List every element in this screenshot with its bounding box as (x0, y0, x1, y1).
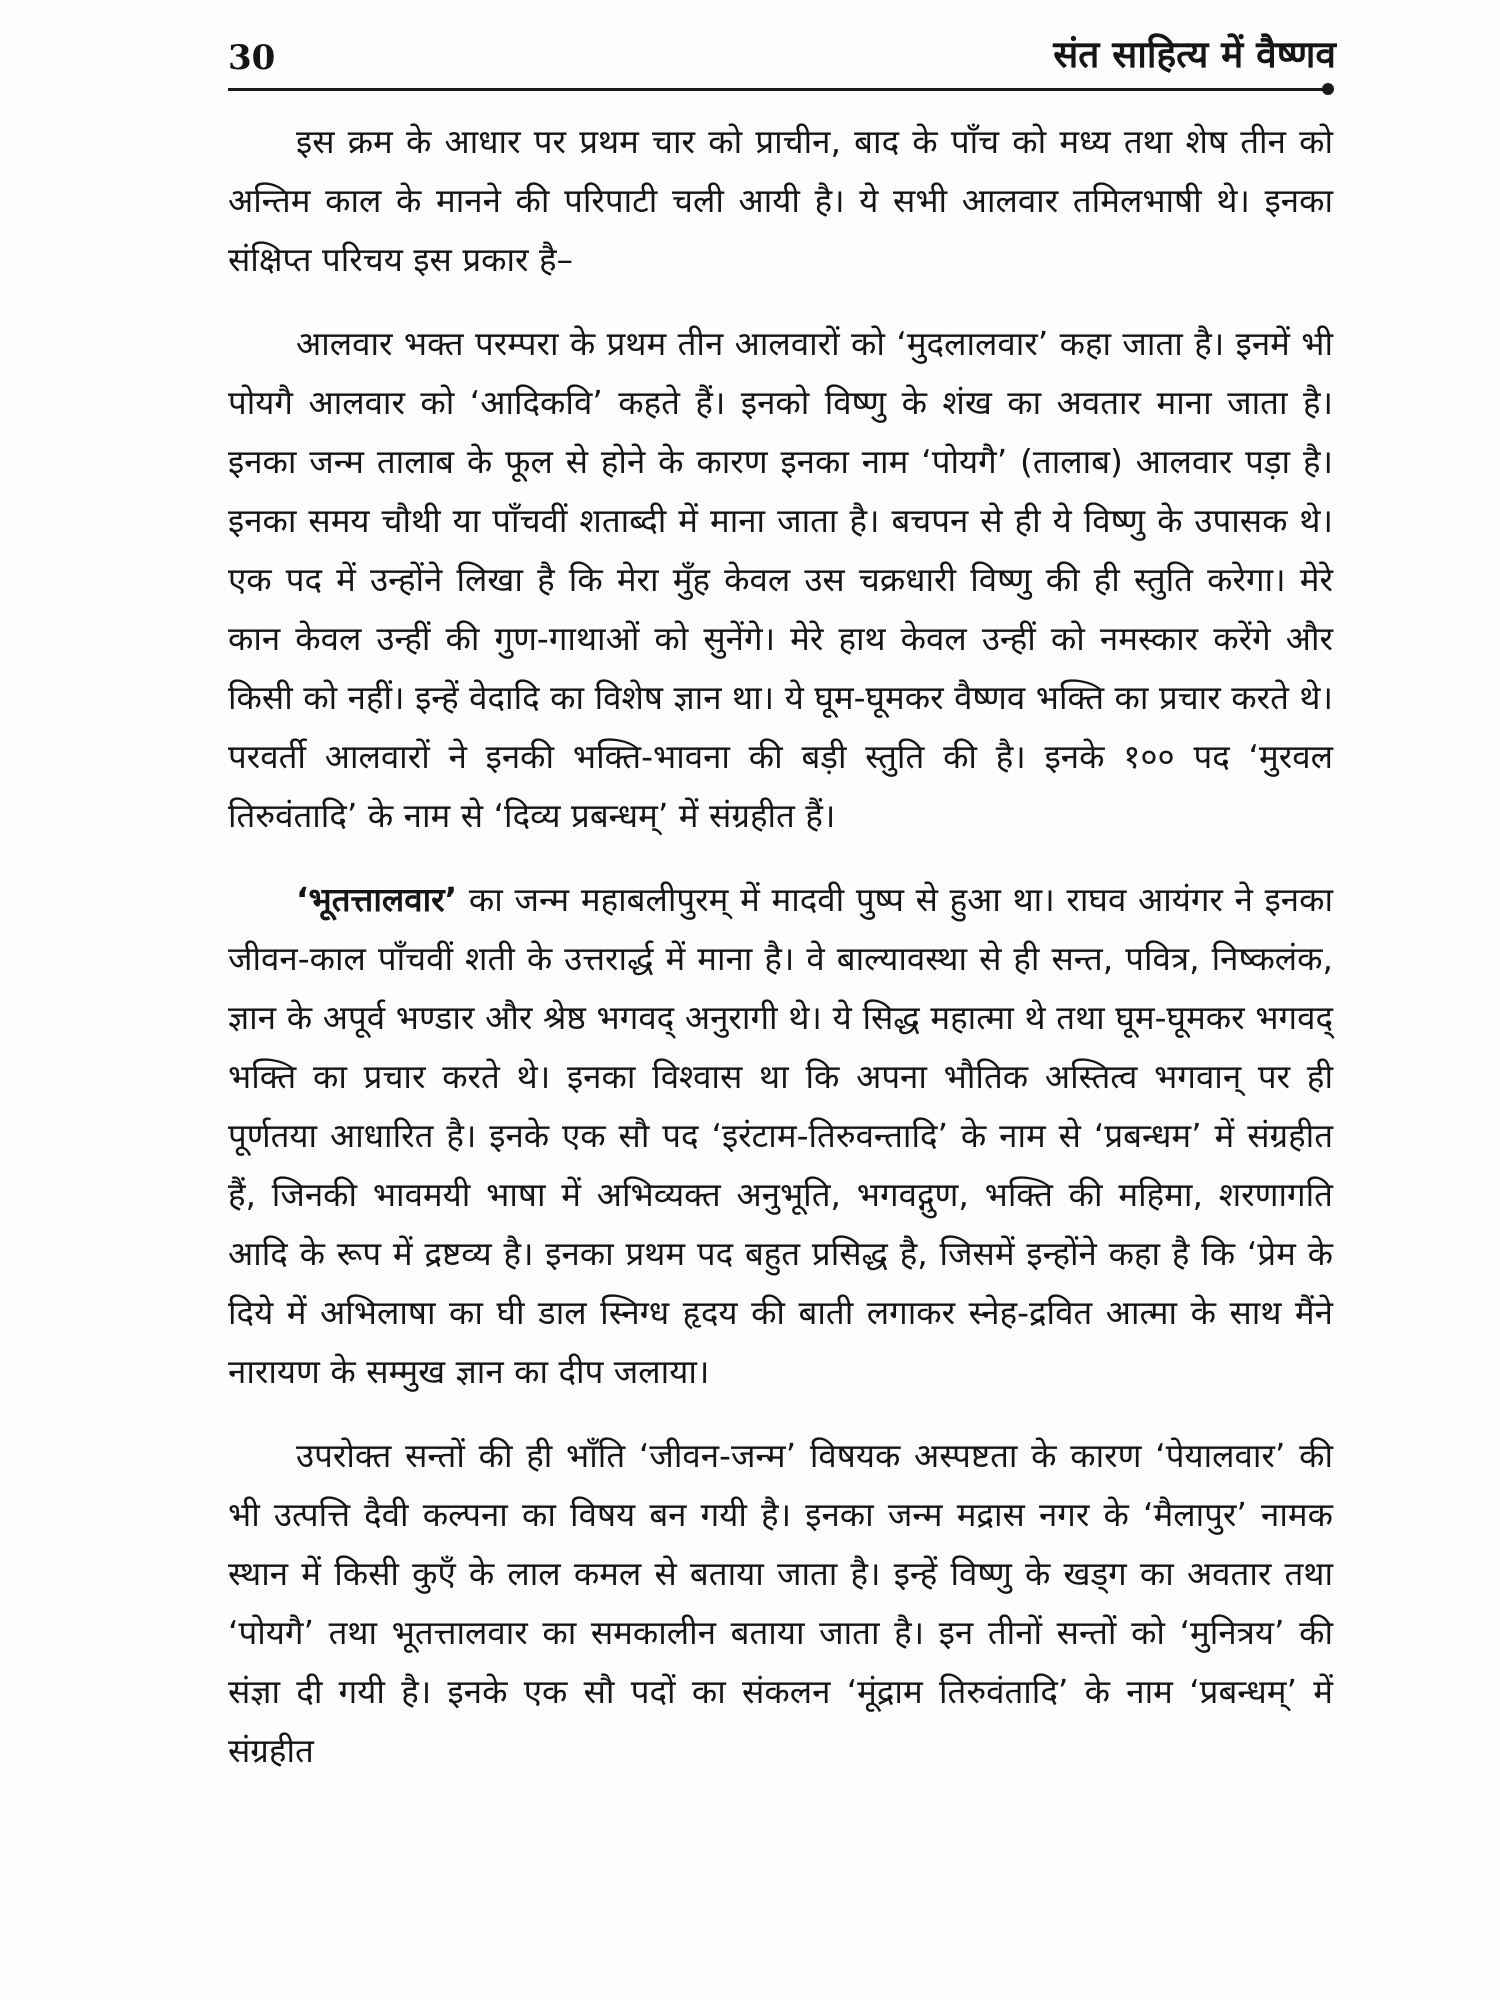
body-text (228, 112, 1333, 1780)
page-number: 30 (228, 38, 276, 78)
running-title: संत साहित्य में वैष्णव (1053, 33, 1336, 76)
paragraph-bhutattalvar (228, 870, 1333, 1401)
paragraph-alvar-chronology: इस क्रम के आधार पर प्रथम चार को प्राचीन, बाद के पाँच को मध्य तथा शेष तीन को अन्तिम काल के मानने की परिपाटी चली आयी है। ये सभी आलवार तमिलभाषी थे। इनका संक्षिप्त परिचय इस प्रकार है– (228, 122, 1333, 279)
header-rule (228, 88, 1329, 91)
paragraph-poygai-alvar: आलवार भक्त परम्परा के प्रथम तीन आलवारों को ‘मुदलालवार’ कहा जाता है। इनमें भी पोयगै आलवार को ‘आदिकवि’ कहते हैं। इनको विष्णु के शंख का अवतार माना जाता है। इनका जन्म तालाब के फूल से होने के कारण इनका नाम ‘पोयगै’ (तालाब) आलवार पड़ा है। इनका समय चौथी या पाँचवीं शताब्दी में माना जाता है। बचपन से ही ये विष्णु के उपासक थे। एक पद में उन्होंने लिखा है कि मेरा मुँह केवल उस चक्रधारी विष्णु की ही स्तुति करेगा। मेरे कान केवल उन्हीं की गुण-गाथाओं को सुनेंगे। मेरे हाथ केवल उन्हीं को नमस्कार करेंगे और किसी को नहीं। इन्हें वेदादि का विशेष ज्ञान था। ये घूम-घूमकर वैष्णव भक्ति का प्रचार करते थे। परवर्ती आलवारों ने इनकी भक्ति-भावना की बड़ी स्तुति की है। इनके १०० पद ‘मुरवल तिरुवंतादि’ के नाम से ‘दिव्य प्रबन्धम्’ में संग्रहीत हैं। (228, 324, 1333, 835)
header-rule-end-dot (1322, 83, 1334, 95)
bhutattalvar-text: का जन्म महाबलीपुरम् में मादवी पुष्प से हुआ था। राघव आयंगर ने इनका जीवन-काल पाँचवीं शती के उत्तरार्द्ध में माना है। वे बाल्यावस्था से ही सन्त, पवित्र, निष्कलंक, ज्ञान के अपूर्व भण्डार और श्रेष्ठ भगवद् अनुरागी थे। ये सिद्ध महात्मा थे तथा घूम-घूमकर भगवद् भक्ति का प्रचार करते थे। इनका विश्वास था कि अपना भौतिक अस्तित्व भगवान् पर ही पूर्णतया आधारित है। इनके एक सौ पद ‘इरंटाम-तिरुवन्तादि’ के नाम से ‘प्रबन्धम’ में संग्रहीत हैं, जिनकी भावमयी भाषा में अभिव्यक्त अनुभूति, भगवद्गुण, भक्ति की महिमा, शरणागति आदि के रूप में द्रष्टव्य है। इनका प्रथम पद बहुत प्रसिद्ध है, जिसमें इन्होंने कहा है कि ‘प्रेम के दिये में अभिलाषा का घी डाल स्निग्ध हृदय की बाती लगाकर स्नेह-द्रवित आत्मा के साथ मैंने नारायण के सम्मुख ज्ञान का दीप जलाया। (228, 880, 1333, 1391)
paragraph-peyalvar: उपरोक्त सन्तों की ही भाँति ‘जीवन-जन्म’ विषयक अस्पष्टता के कारण ‘पेयालवार’ की भी उत्पत्ति दैवी कल्पना का विषय बन गयी है। इनका जन्म मद्रास नगर के ‘मैलापुर’ नामक स्थान में किसी कुएँ के लाल कमल से बताया जाता है। इन्हें विष्णु के खड्ग का अवतार तथा ‘पोयगै’ तथा भूतत्तालवार का समकालीन बताया जाता है। इन तीनों सन्तों को ‘मुनित्रय’ की संज्ञा दी गयी है। इनके एक सौ पदों का संकलन ‘मूंद्राम तिरुवंतादि’ के नाम ‘प्रबन्धम्’ में संग्रहीत (228, 1436, 1333, 1770)
bhutattalvar-heading: ‘भूतत्तालवार’ (296, 880, 458, 919)
